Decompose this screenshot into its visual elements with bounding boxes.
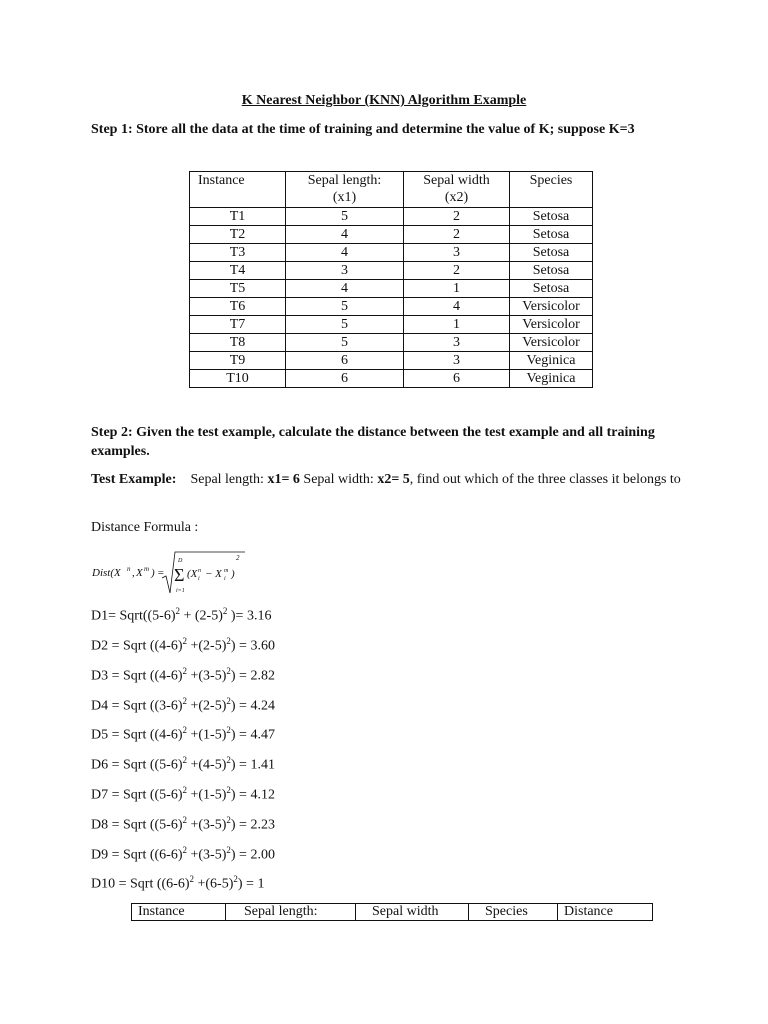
cell-sepal-length: 4 <box>286 244 404 262</box>
header-sepal-length: Sepal length: <box>226 904 356 921</box>
formula-sup-n2: n <box>198 568 201 574</box>
cell-sepal-length: 5 <box>286 298 404 316</box>
cell-species: Versicolor <box>510 334 593 352</box>
header-sepal-length-label: Sepal length: <box>307 173 382 188</box>
table-row <box>190 316 593 334</box>
formula-sub-i2: i <box>224 576 226 582</box>
header-instance: Instance <box>190 172 286 208</box>
cell-sepal-length: 5 <box>286 316 404 334</box>
header-x1-label: (x1) <box>332 190 357 205</box>
cell-species: Setosa <box>510 208 593 226</box>
distance-formula-label: Distance Formula : <box>91 520 199 535</box>
distance-equation: D2 = Sqrt $((4-6)^2 +(2-5)^2) = 3.60$ <box>91 636 275 654</box>
distance-equation: D10 = Sqrt $((6-6)^2 +(6-5)^2) = 1$ <box>91 874 265 892</box>
table-row <box>190 352 593 370</box>
cell-instance: T10 <box>190 370 286 388</box>
cell-sepal-width: 4 <box>404 298 510 316</box>
header-sepal-length <box>286 172 404 208</box>
cell-sepal-length: 5 <box>286 334 404 352</box>
cell-instance: T8 <box>190 334 286 352</box>
table-row <box>190 280 593 298</box>
formula-term: (X <box>187 568 198 580</box>
formula-comma: , <box>132 567 135 579</box>
test-part2: Sepal width: <box>299 472 378 487</box>
header-instance: Instance <box>132 904 226 921</box>
formula-close: ) <box>151 567 155 579</box>
distance-equation: D4 = Sqrt $((3-6)^2 +(2-5)^2) = 4.24$ <box>91 696 275 714</box>
training-data-table <box>189 171 593 388</box>
step1-text: Step 1: Store all the data at the time of training and determine the value of K; suppose K=3 <box>91 122 635 137</box>
formula-eq: = <box>157 567 165 579</box>
cell-instance: T1 <box>190 208 286 226</box>
test-example-text <box>91 470 681 490</box>
header-sepal-width <box>404 172 510 208</box>
table-row <box>190 244 593 262</box>
distance-equation: D8 = Sqrt $((5-6)^2 +(3-5)^2) = 2.23$ <box>91 815 275 833</box>
formula-term-close: ) <box>231 568 235 580</box>
table-row <box>190 298 593 316</box>
cell-species: Setosa <box>510 244 593 262</box>
table-row <box>190 334 593 352</box>
cell-species: Setosa <box>510 262 593 280</box>
table-row <box>190 208 593 226</box>
cell-sepal-width: 2 <box>404 226 510 244</box>
formula-sup-n: n <box>127 565 131 573</box>
header-species: Species <box>469 904 558 921</box>
header-sepal-width: Sepal width <box>356 904 469 921</box>
cell-instance: T4 <box>190 262 286 280</box>
cell-species: Veginica <box>510 352 593 370</box>
sigma-icon: Σ <box>174 565 185 585</box>
cell-species: Setosa <box>510 226 593 244</box>
cell-sepal-width: 3 <box>404 244 510 262</box>
formula-sub-i: i <box>198 576 200 582</box>
step2-text: Step 2: Given the test example, calculate the distance between the test example and all training examples. <box>91 425 655 459</box>
distance-table <box>131 903 653 921</box>
cell-sepal-width: 2 <box>404 208 510 226</box>
table-row <box>190 370 593 388</box>
cell-species: Veginica <box>510 370 593 388</box>
header-x2-label: (x2) <box>444 190 469 205</box>
cell-instance: T6 <box>190 298 286 316</box>
cell-species: Setosa <box>510 280 593 298</box>
distance-equation: D5 = Sqrt $((4-6)^2 +(1-5)^2) = 4.47$ <box>91 725 275 743</box>
formula-square: 2 <box>236 554 240 562</box>
distance-formula <box>90 548 260 598</box>
table-header-row <box>190 172 593 208</box>
distance-equation: D7 = Sqrt $((5-6)^2 +(1-5)^2) = 4.12$ <box>91 785 275 803</box>
page-title: K Nearest Neighbor (KNN) Algorithm Example <box>241 93 527 108</box>
cell-sepal-length: 4 <box>286 280 404 298</box>
header-distance: Distance <box>558 904 653 921</box>
formula-sup-m: m <box>144 565 150 573</box>
test-part3: , find out which of the three classes it belongs to <box>409 472 681 487</box>
cell-species: Versicolor <box>510 316 593 334</box>
cell-sepal-length: 3 <box>286 262 404 280</box>
cell-instance: T7 <box>190 316 286 334</box>
cell-sepal-width: 6 <box>404 370 510 388</box>
formula-lower-i: i=1 <box>176 588 185 594</box>
cell-sepal-width: 1 <box>404 280 510 298</box>
cell-sepal-length: 6 <box>286 352 404 370</box>
cell-species: Versicolor <box>510 298 593 316</box>
cell-sepal-length: 5 <box>286 208 404 226</box>
cell-sepal-width: 2 <box>404 262 510 280</box>
formula-minus: − X <box>205 568 222 580</box>
table-header-row <box>132 904 653 921</box>
formula-upper-D: D <box>178 558 183 564</box>
cell-sepal-width: 1 <box>404 316 510 334</box>
cell-instance: T3 <box>190 244 286 262</box>
table-row <box>190 226 593 244</box>
cell-instance: T2 <box>190 226 286 244</box>
test-x2: x2= 5 <box>377 472 410 487</box>
test-part1: Sepal length: <box>190 472 268 487</box>
cell-instance: T9 <box>190 352 286 370</box>
distance-equation: D9 = Sqrt $((6-6)^2 +(3-5)^2) = 2.00$ <box>91 845 275 863</box>
cell-instance: T5 <box>190 280 286 298</box>
cell-sepal-width: 3 <box>404 334 510 352</box>
distance-equation: D6 = Sqrt $((5-6)^2 +(4-5)^2) = 1.41$ <box>91 755 275 773</box>
formula-x: X <box>136 567 143 579</box>
header-sepal-width-label: Sepal width <box>423 173 490 188</box>
test-x1: x1= 6 <box>267 472 300 487</box>
distance-equation: $D1= Sqrt((5-6)^2 + (2-5)^2$ )= 3.16 <box>91 606 272 624</box>
test-example-label: Test Example: <box>91 472 177 487</box>
table-row <box>190 262 593 280</box>
cell-sepal-width: 3 <box>404 352 510 370</box>
formula-sup-m2: m <box>224 568 229 574</box>
distance-equation: D3 = Sqrt $((4-6)^2 +(3-5)^2) = 2.82$ <box>91 666 275 684</box>
header-species: Species <box>510 172 593 208</box>
cell-sepal-length: 6 <box>286 370 404 388</box>
formula-lhs: Dist(X <box>92 567 121 579</box>
cell-sepal-length: 4 <box>286 226 404 244</box>
